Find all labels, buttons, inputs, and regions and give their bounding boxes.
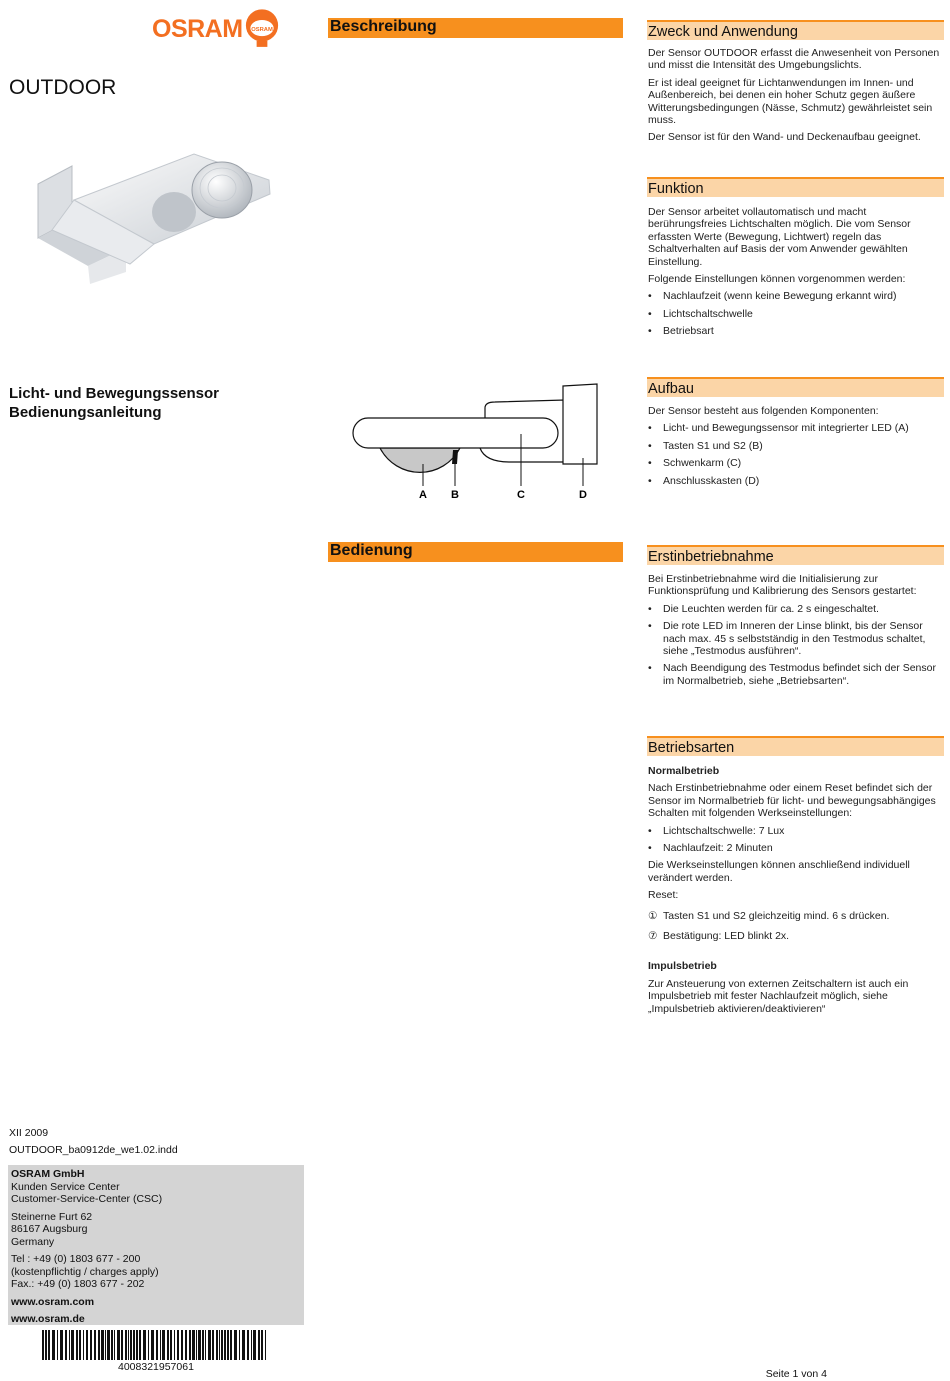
barcode-bar	[107, 1330, 110, 1360]
paragraph: Nach Erstinbetriebnahme oder einem Reset befindet sich der Sensor im Normalbetrieb für licht- und bewegungsabhängiges Schalten mit folgenden Werkseinstellungen:	[648, 782, 936, 820]
list-item: • Die rote LED im Inneren der Linse blinkt, bis der Sensor nach max. 45 s selbstständig in den Testmodus schaltet, siehe „Testmodus ausführen“.	[648, 620, 944, 657]
website-link[interactable]: www.osram.com	[11, 1295, 95, 1308]
address-country: Germany	[11, 1235, 55, 1248]
barcode-bar	[105, 1330, 106, 1360]
subheading-normalbetrieb: Normalbetrieb	[648, 765, 720, 777]
barcode-bar	[196, 1330, 197, 1360]
reset-label: Reset:	[648, 889, 679, 902]
list-item: • Licht- und Bewegungssensor mit integrierter LED (A)	[648, 422, 944, 434]
barcode-bar	[192, 1330, 195, 1360]
barcode-bar	[65, 1330, 67, 1360]
barcode-bar	[121, 1330, 123, 1360]
list-item: • Betriebsart	[648, 325, 944, 337]
step-number: ⑦	[648, 930, 658, 943]
barcode-bar	[258, 1330, 260, 1360]
paragraph: Der Sensor besteht aus folgenden Komponenten:	[648, 405, 879, 417]
barcode-bar	[57, 1330, 58, 1360]
barcode-bar	[86, 1330, 88, 1360]
list-item: • Anschlusskasten (D)	[648, 475, 944, 487]
barcode-bar	[45, 1330, 47, 1360]
section-funktion	[648, 206, 944, 343]
barcode-bar	[253, 1330, 256, 1360]
barcode-bar	[60, 1330, 63, 1360]
list-item: • Tasten S1 und S2 (B)	[648, 440, 944, 452]
barcode-bar	[221, 1330, 223, 1360]
barcode-bar	[170, 1330, 172, 1360]
osram-logo	[152, 8, 279, 50]
barcode-number: 4008321957061	[118, 1361, 194, 1373]
barcode-bar	[230, 1330, 232, 1360]
list-item: • Nachlaufzeit (wenn keine Bewegung erkannt wird)	[648, 290, 944, 302]
issue-date: XII 2009	[9, 1127, 49, 1139]
phone-note: (kostenpflichtig / charges apply)	[11, 1265, 159, 1278]
step-row	[648, 910, 944, 922]
barcode	[42, 1330, 272, 1360]
list-item: • Lichtschaltschwelle: 7 Lux	[648, 825, 944, 837]
logo-text: OSRAM	[152, 14, 243, 43]
sensor-photo	[34, 152, 279, 287]
phone: Tel : +49 (0) 1803 677 - 200	[11, 1253, 141, 1265]
barcode-bar	[151, 1330, 154, 1360]
paragraph: Zur Ansteuerung von externen Zeitschaltern ist auch ein Impulsbetrieb mit fester Nachlaufzeit möglich, siehe „Impulsbetrieb aktivieren/deaktivieren“	[648, 977, 909, 1015]
product-name: OUTDOOR	[9, 76, 117, 99]
barcode-bar	[98, 1330, 100, 1360]
step-text: Tasten S1 und S2 gleichzeitig mind. 6 s drücken.	[663, 909, 890, 922]
file-name: OUTDOOR_ba0912de_we1.02.indd	[9, 1144, 178, 1156]
barcode-bar	[212, 1330, 214, 1360]
barcode-bar	[143, 1330, 146, 1360]
list-item: • Nachlaufzeit: 2 Minuten	[648, 842, 944, 854]
barcode-bar	[177, 1330, 179, 1360]
barcode-bar	[125, 1330, 127, 1360]
barcode-bar	[167, 1330, 169, 1360]
paragraph: Er ist ideal geeignet für Lichtanwendungen im Innen- und Außenbereich, bei denen ein hoher Schutz gegen äußere Witterungsbedingungen (Nässe, Schmutz) gewährleistet sein muss.	[648, 76, 933, 127]
barcode-bar	[261, 1330, 263, 1360]
barcode-bar	[90, 1330, 92, 1360]
barcode-bar	[247, 1330, 249, 1360]
barcode-bar	[160, 1330, 161, 1360]
barcode-bar	[76, 1330, 78, 1360]
heading-zweck: Zweck und Anwendung	[647, 20, 944, 40]
bulb-icon	[245, 8, 279, 50]
paragraph: Der Sensor arbeitet vollautomatisch und macht berührungsfreies Lichtschalten möglich. Die vom Sensor erfassten Werte (Bewegung, Lichtwert) regeln das Schaltverhalten auf Basis der vom Anwender gewählten Einstellung.	[648, 206, 911, 268]
list-item: • Die Leuchten werden für ca. 2 s eingeschaltet.	[648, 603, 944, 615]
paragraph: Der Sensor OUTDOOR erfasst die Anwesenheit von Personen und misst die Intensität des Umgebungslichts.	[648, 47, 940, 72]
paragraph: Bei Erstinbetriebnahme wird die Initialisierung zur Funktionsprüfung und Kalibrierung des Sensors gestartet:	[648, 573, 917, 598]
bar-bedienung: Bedienung	[328, 542, 623, 562]
section-betriebsarten	[648, 765, 944, 1020]
barcode-bar	[52, 1330, 55, 1360]
contact-line: Customer-Service-Center (CSC)	[11, 1193, 163, 1205]
heading-aufbau: Aufbau	[647, 377, 944, 397]
barcode-bar	[133, 1330, 135, 1360]
paragraph: Die Werkseinstellungen können anschließend individuell verändert werden.	[648, 859, 910, 884]
contact-line: Kunden Service Center	[11, 1180, 120, 1193]
barcode-bar	[79, 1330, 81, 1360]
barcode-bar	[174, 1330, 175, 1360]
barcode-bar	[251, 1330, 252, 1360]
address-city: 86167 Augsburg	[11, 1223, 88, 1235]
barcode-bar	[162, 1330, 165, 1360]
barcode-bar	[101, 1330, 104, 1360]
barcode-bar	[208, 1330, 211, 1360]
fax: Fax.: +49 (0) 1803 677 - 202	[11, 1278, 145, 1290]
website-link[interactable]: www.osram.de	[11, 1313, 85, 1325]
list-item: • Nach Beendigung des Testmodus befindet sich der Sensor im Normalbetrieb, siehe „Betriebsarten“.	[648, 662, 944, 687]
step-text: Bestätigung: LED blinkt 2x.	[663, 930, 790, 943]
barcode-bar	[234, 1330, 237, 1360]
heading-funktion: Funktion	[647, 177, 944, 197]
barcode-bar	[94, 1330, 96, 1360]
barcode-bar	[216, 1330, 218, 1360]
barcode-bar	[265, 1330, 266, 1360]
barcode-bar	[128, 1330, 129, 1360]
product-title	[9, 384, 219, 422]
diagram-label-b: B	[451, 489, 459, 501]
barcode-bar	[219, 1330, 220, 1360]
contact-block	[8, 1165, 304, 1325]
sensor-diagram	[345, 378, 610, 503]
barcode-bar	[242, 1330, 245, 1360]
step-number: ①	[648, 909, 658, 922]
list-item: • Schwenkarm (C)	[648, 457, 944, 469]
company-name: OSRAM GmbH	[11, 1168, 85, 1180]
barcode-bar	[42, 1330, 44, 1360]
bar-beschreibung: Beschreibung	[328, 18, 623, 38]
barcode-bar	[156, 1330, 158, 1360]
section-zweck	[648, 47, 944, 149]
page-number: Seite 1 von 4	[765, 1368, 827, 1380]
barcode-bar	[185, 1330, 187, 1360]
step-row	[648, 930, 944, 942]
barcode-bar	[136, 1330, 138, 1360]
paragraph: Der Sensor ist für den Wand- und Deckenaufbau geeignet.	[648, 131, 921, 144]
barcode-bar	[114, 1330, 115, 1360]
barcode-bar	[189, 1330, 191, 1360]
barcode-bar	[69, 1330, 70, 1360]
section-aufbau	[648, 405, 944, 492]
list-item: • Lichtschaltschwelle	[648, 308, 944, 320]
address-street: Steinerne Furt 62	[11, 1210, 93, 1223]
barcode-bar	[48, 1330, 50, 1360]
barcode-bar	[83, 1330, 84, 1360]
barcode-bar	[205, 1330, 206, 1360]
barcode-bar	[148, 1330, 149, 1360]
heading-betriebsarten: Betriebsarten	[647, 736, 944, 756]
barcode-bar	[198, 1330, 201, 1360]
barcode-bar	[239, 1330, 240, 1360]
barcode-bar	[111, 1330, 113, 1360]
paragraph: Folgende Einstellungen können vorgenommen werden:	[648, 273, 906, 286]
diagram-label-a: A	[419, 489, 427, 501]
logo-badge: OSRAM	[250, 26, 273, 33]
barcode-bar	[130, 1330, 132, 1360]
barcode-bar	[71, 1330, 74, 1360]
subheading-impulsbetrieb: Impulsbetrieb	[648, 960, 717, 973]
product-line1: Licht- und Bewegungssensor	[9, 385, 220, 402]
barcode-bar	[227, 1330, 229, 1360]
barcode-bar	[202, 1330, 204, 1360]
heading-erstbetrieb: Erstinbetriebnahme	[647, 545, 944, 565]
diagram-label-d: D	[579, 489, 587, 501]
diagram-label-c: C	[517, 489, 525, 501]
product-line2: Bedienungsanleitung	[9, 404, 162, 421]
barcode-bar	[181, 1330, 183, 1360]
barcode-bar	[139, 1330, 141, 1360]
barcode-bar	[224, 1330, 226, 1360]
section-erstbetrieb	[648, 573, 944, 692]
barcode-bar	[117, 1330, 120, 1360]
